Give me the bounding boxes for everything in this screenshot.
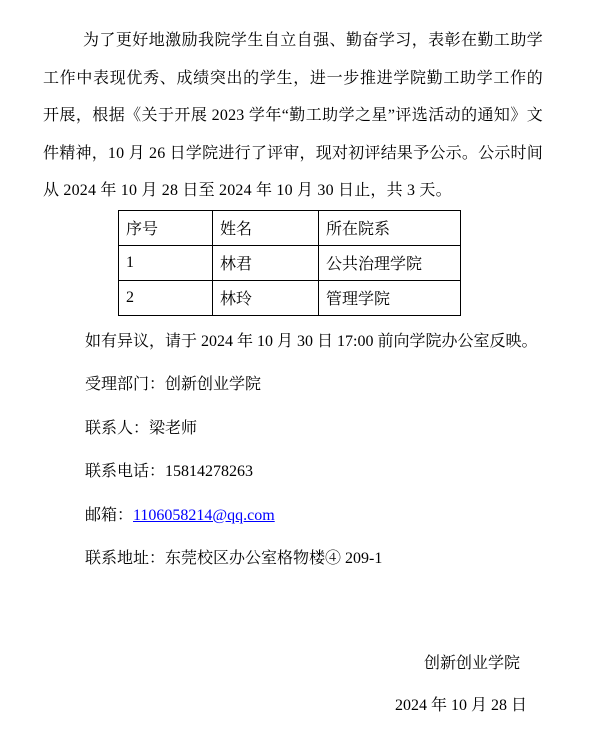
contact-phone: 联系电话：15814278263: [85, 463, 254, 480]
table-header-name: 姓名: [213, 210, 319, 245]
document-content: [43, 22, 543, 717]
table-row: [119, 280, 461, 315]
table-header-row: [119, 210, 461, 245]
table-cell-name: 林君: [213, 245, 319, 280]
table-header-seq: 序号: [119, 210, 213, 245]
intro-paragraph: 为了更好地激励我院学生自立自强、勤奋学习，表彰在勤工助学工作中表现优秀、成绩突出的学生，进一步推进学院勤工助学工作的开展，根据《关于开展 2023 学年“勤工助学之星”评选活动的通知》文件精神，10 月 26 日学院进行了评审，现对初评结果予公示。公示时间从 2024 年 10 月 28 日至 2024 年 10 月 30 日止，共 3 天。: [43, 32, 543, 199]
table-cell-dept: 管理学院: [319, 280, 461, 315]
contact-person: 联系人：梁老师: [85, 419, 198, 437]
contact-email-line: [43, 506, 543, 526]
contact-department: 受理部门：创新创业学院: [85, 376, 262, 393]
email-link[interactable]: 1106058214@qq.com: [133, 506, 275, 524]
table-header-dept: 所在院系: [319, 210, 461, 245]
results-table: [118, 210, 461, 316]
table-cell-dept: 公共治理学院: [319, 245, 461, 280]
table-cell-seq: 1: [119, 245, 213, 280]
contact-address: 联系地址：东莞校区办公室格物楼④ 209-1: [85, 550, 383, 567]
signature-date: 2024 年 10 月 28 日: [394, 697, 527, 714]
table-cell-seq: 2: [119, 280, 213, 315]
signature-organization: 创新创业学院: [423, 655, 520, 672]
table-cell-name: 林玲: [213, 280, 319, 315]
table-row: [119, 245, 461, 280]
email-label: 邮箱：: [85, 506, 134, 524]
objection-line: 如有异议，请于 2024 年 10 月 30 日 17:00 前向学院办公室反映。: [85, 332, 538, 350]
signature-block: [43, 653, 543, 717]
